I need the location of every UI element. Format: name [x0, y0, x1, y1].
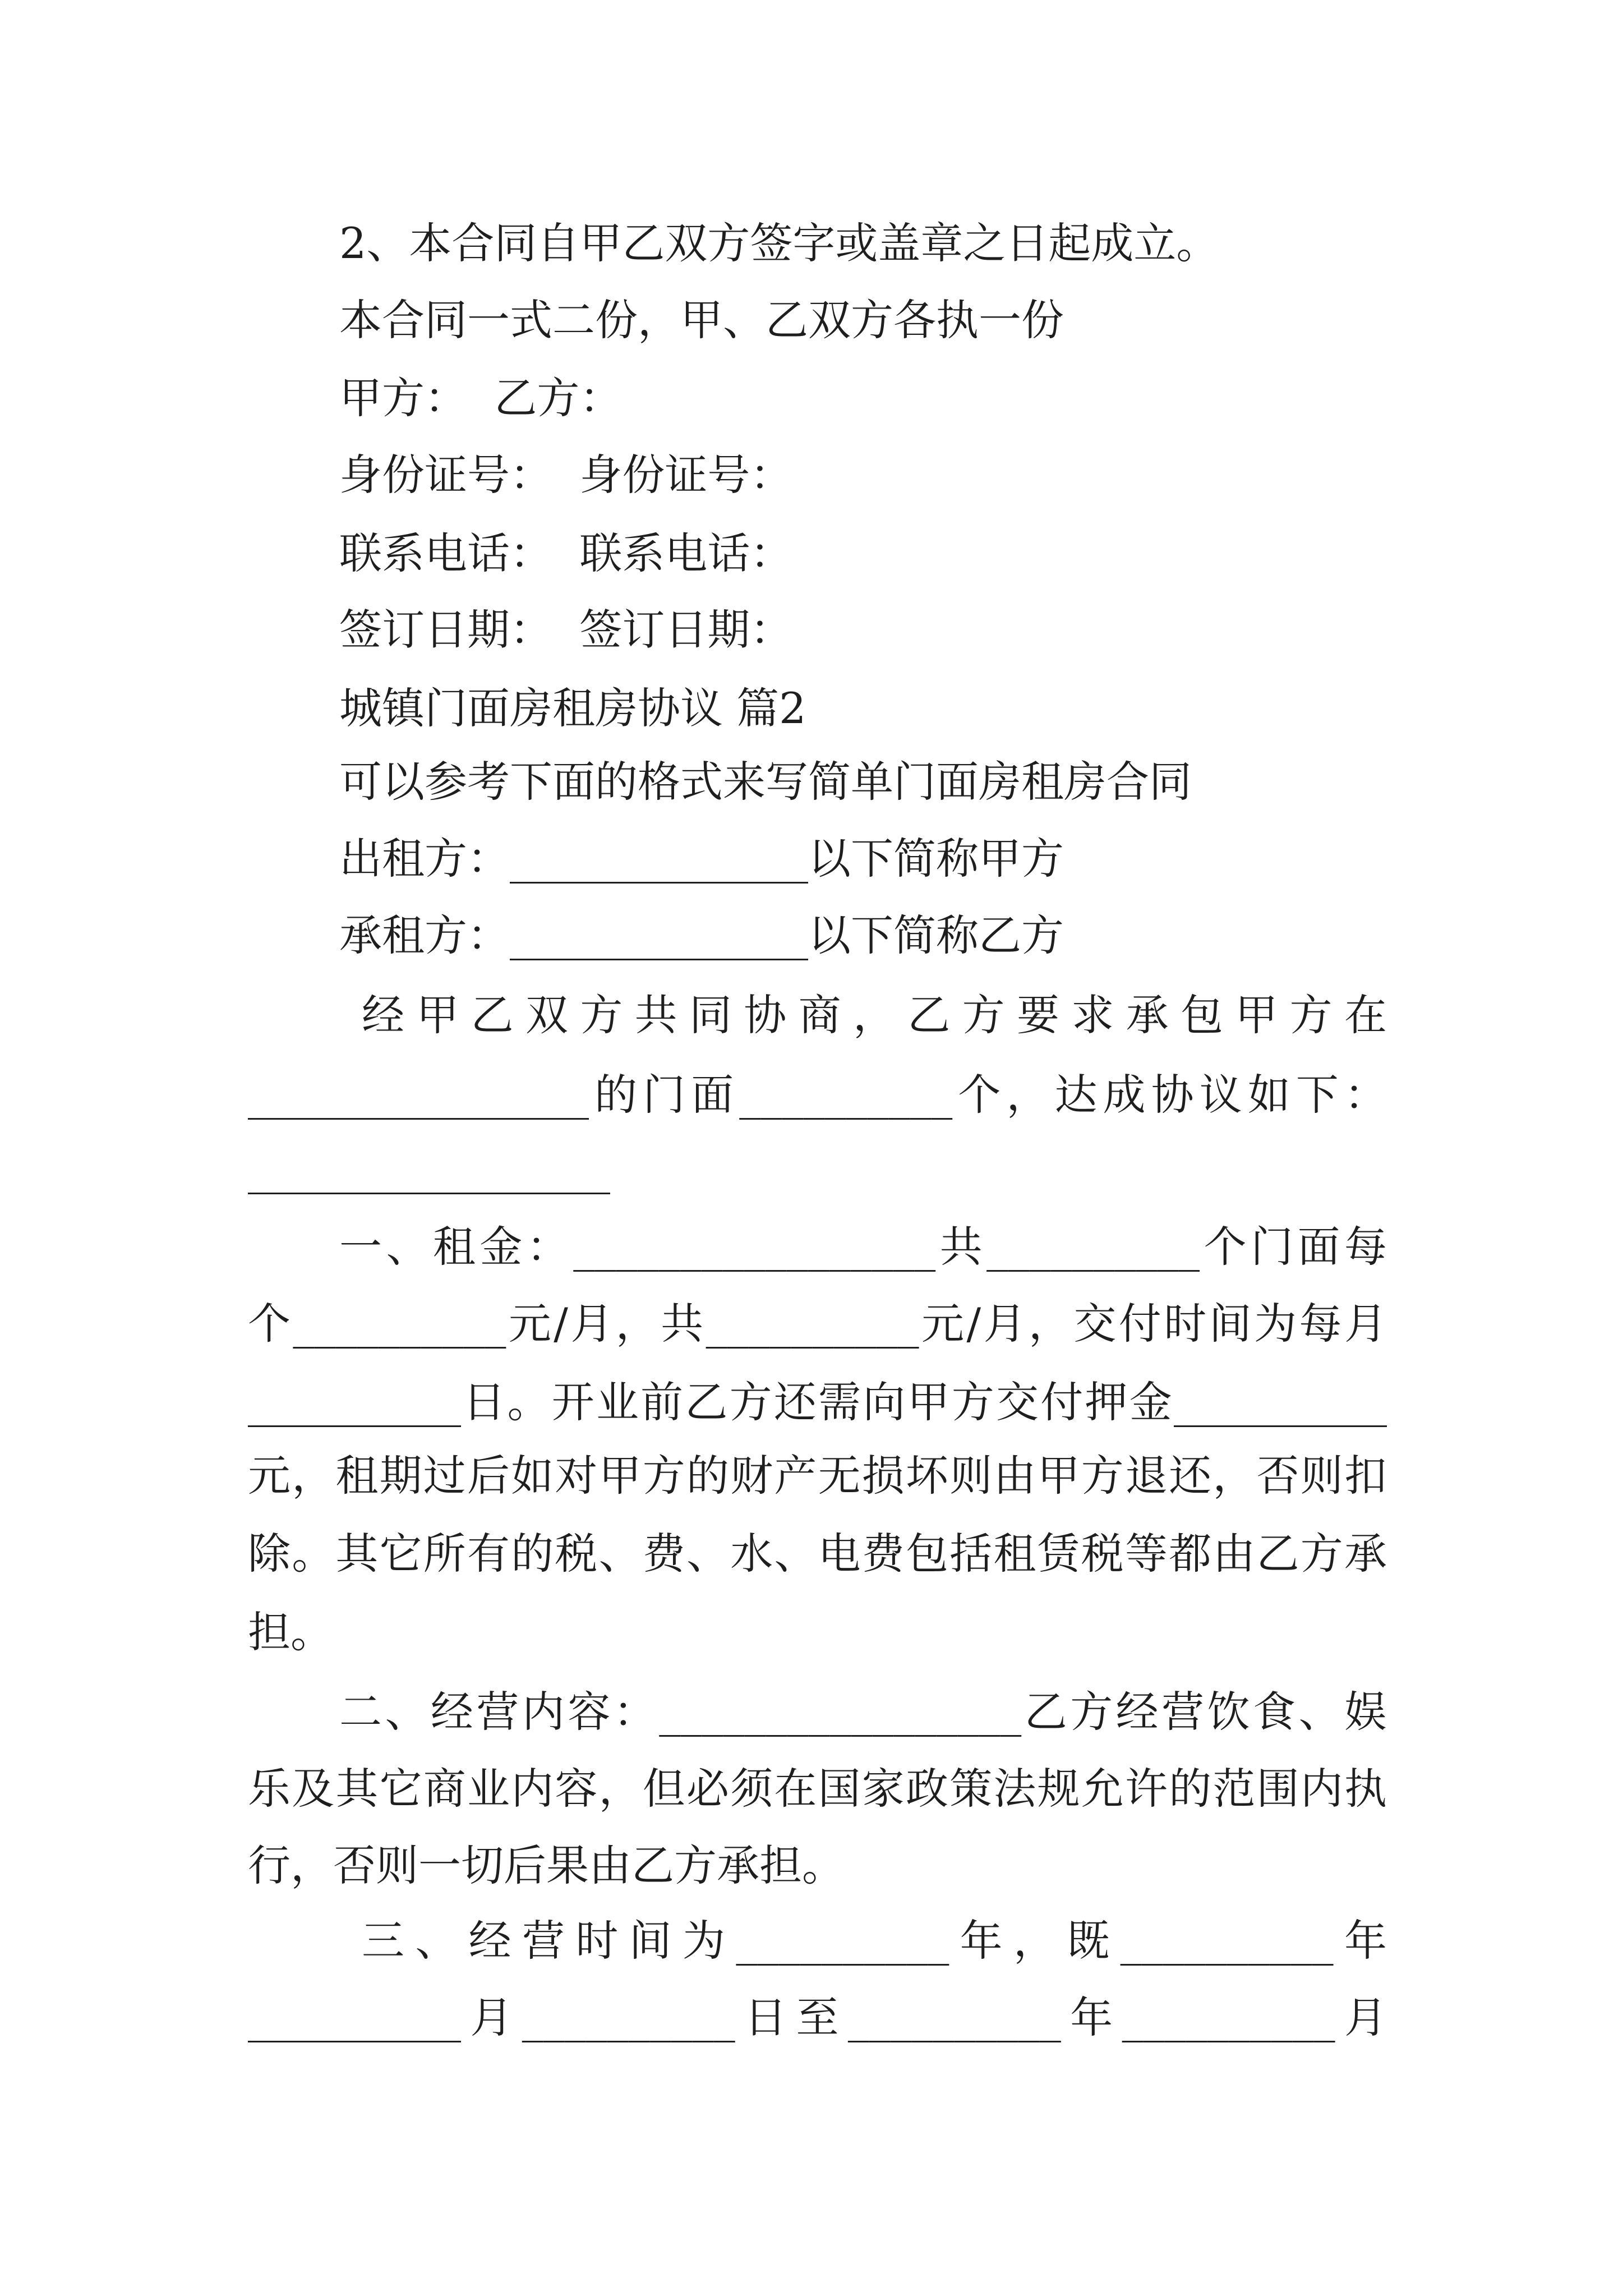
- rent-clause-line: 元，租期过后如对甲方的财产无损坏则由甲方退还，否则扣: [248, 1451, 1387, 1501]
- sign-date-line: 签订日期： 签订日期：: [339, 605, 793, 655]
- contract-effective-clause: 2、本合同自甲乙双方签字或盖章之日起成立。: [339, 218, 1219, 268]
- phone-number-line: 联系电话： 联系电话：: [339, 528, 793, 578]
- lessee-line: 承租方：______________以下简称乙方: [339, 910, 1064, 960]
- rent-clause-line: __________日。开业前乙方还需向甲方交付押金__________: [248, 1377, 1387, 1427]
- party-signature-line: 甲方： 乙方：: [339, 373, 623, 423]
- section-title: 城镇门面房租房协议 篇2: [339, 683, 806, 733]
- rent-clause-line: 除。其它所有的税、费、水、电费包括租赁税等都由乙方承: [248, 1529, 1387, 1579]
- business-term-clause-line: __________月__________日至__________年__________月: [248, 1993, 1387, 2042]
- copies-clause: 本合同一式二份，甲、乙双方各执一份: [339, 295, 1064, 345]
- rent-clause-line: 担。: [248, 1607, 333, 1657]
- business-term-clause-line: 三、经营时间为__________年，既__________年: [362, 1916, 1387, 1966]
- agreement-preamble-line: 经甲乙双方共同协商，乙方要求承包甲方在: [362, 990, 1387, 1040]
- agreement-preamble-line: ________________的门面__________个，达成协议如下：: [248, 1070, 1387, 1120]
- intro-text: 可以参考下面的格式来写简单门面房租房合同: [339, 757, 1192, 807]
- rent-clause-line: 个__________元/月，共__________元/月，交付时间为每月: [248, 1299, 1387, 1349]
- business-scope-clause-line: 二、经营内容：_________________乙方经营饮食、娱: [339, 1687, 1387, 1737]
- business-scope-clause-line: 乐及其它商业内容，但必须在国家政策法规允许的范围内执: [248, 1764, 1387, 1814]
- id-number-line: 身份证号： 身份证号：: [339, 450, 793, 500]
- rent-clause-line: 一、租金：_________________共__________个门面每: [339, 1222, 1387, 1272]
- blank-field-line: _________________: [248, 1144, 610, 1194]
- business-scope-clause-line: 行，否则一切后果由乙方承担。: [248, 1841, 845, 1890]
- lessor-line: 出租方：______________以下简称甲方: [339, 834, 1064, 884]
